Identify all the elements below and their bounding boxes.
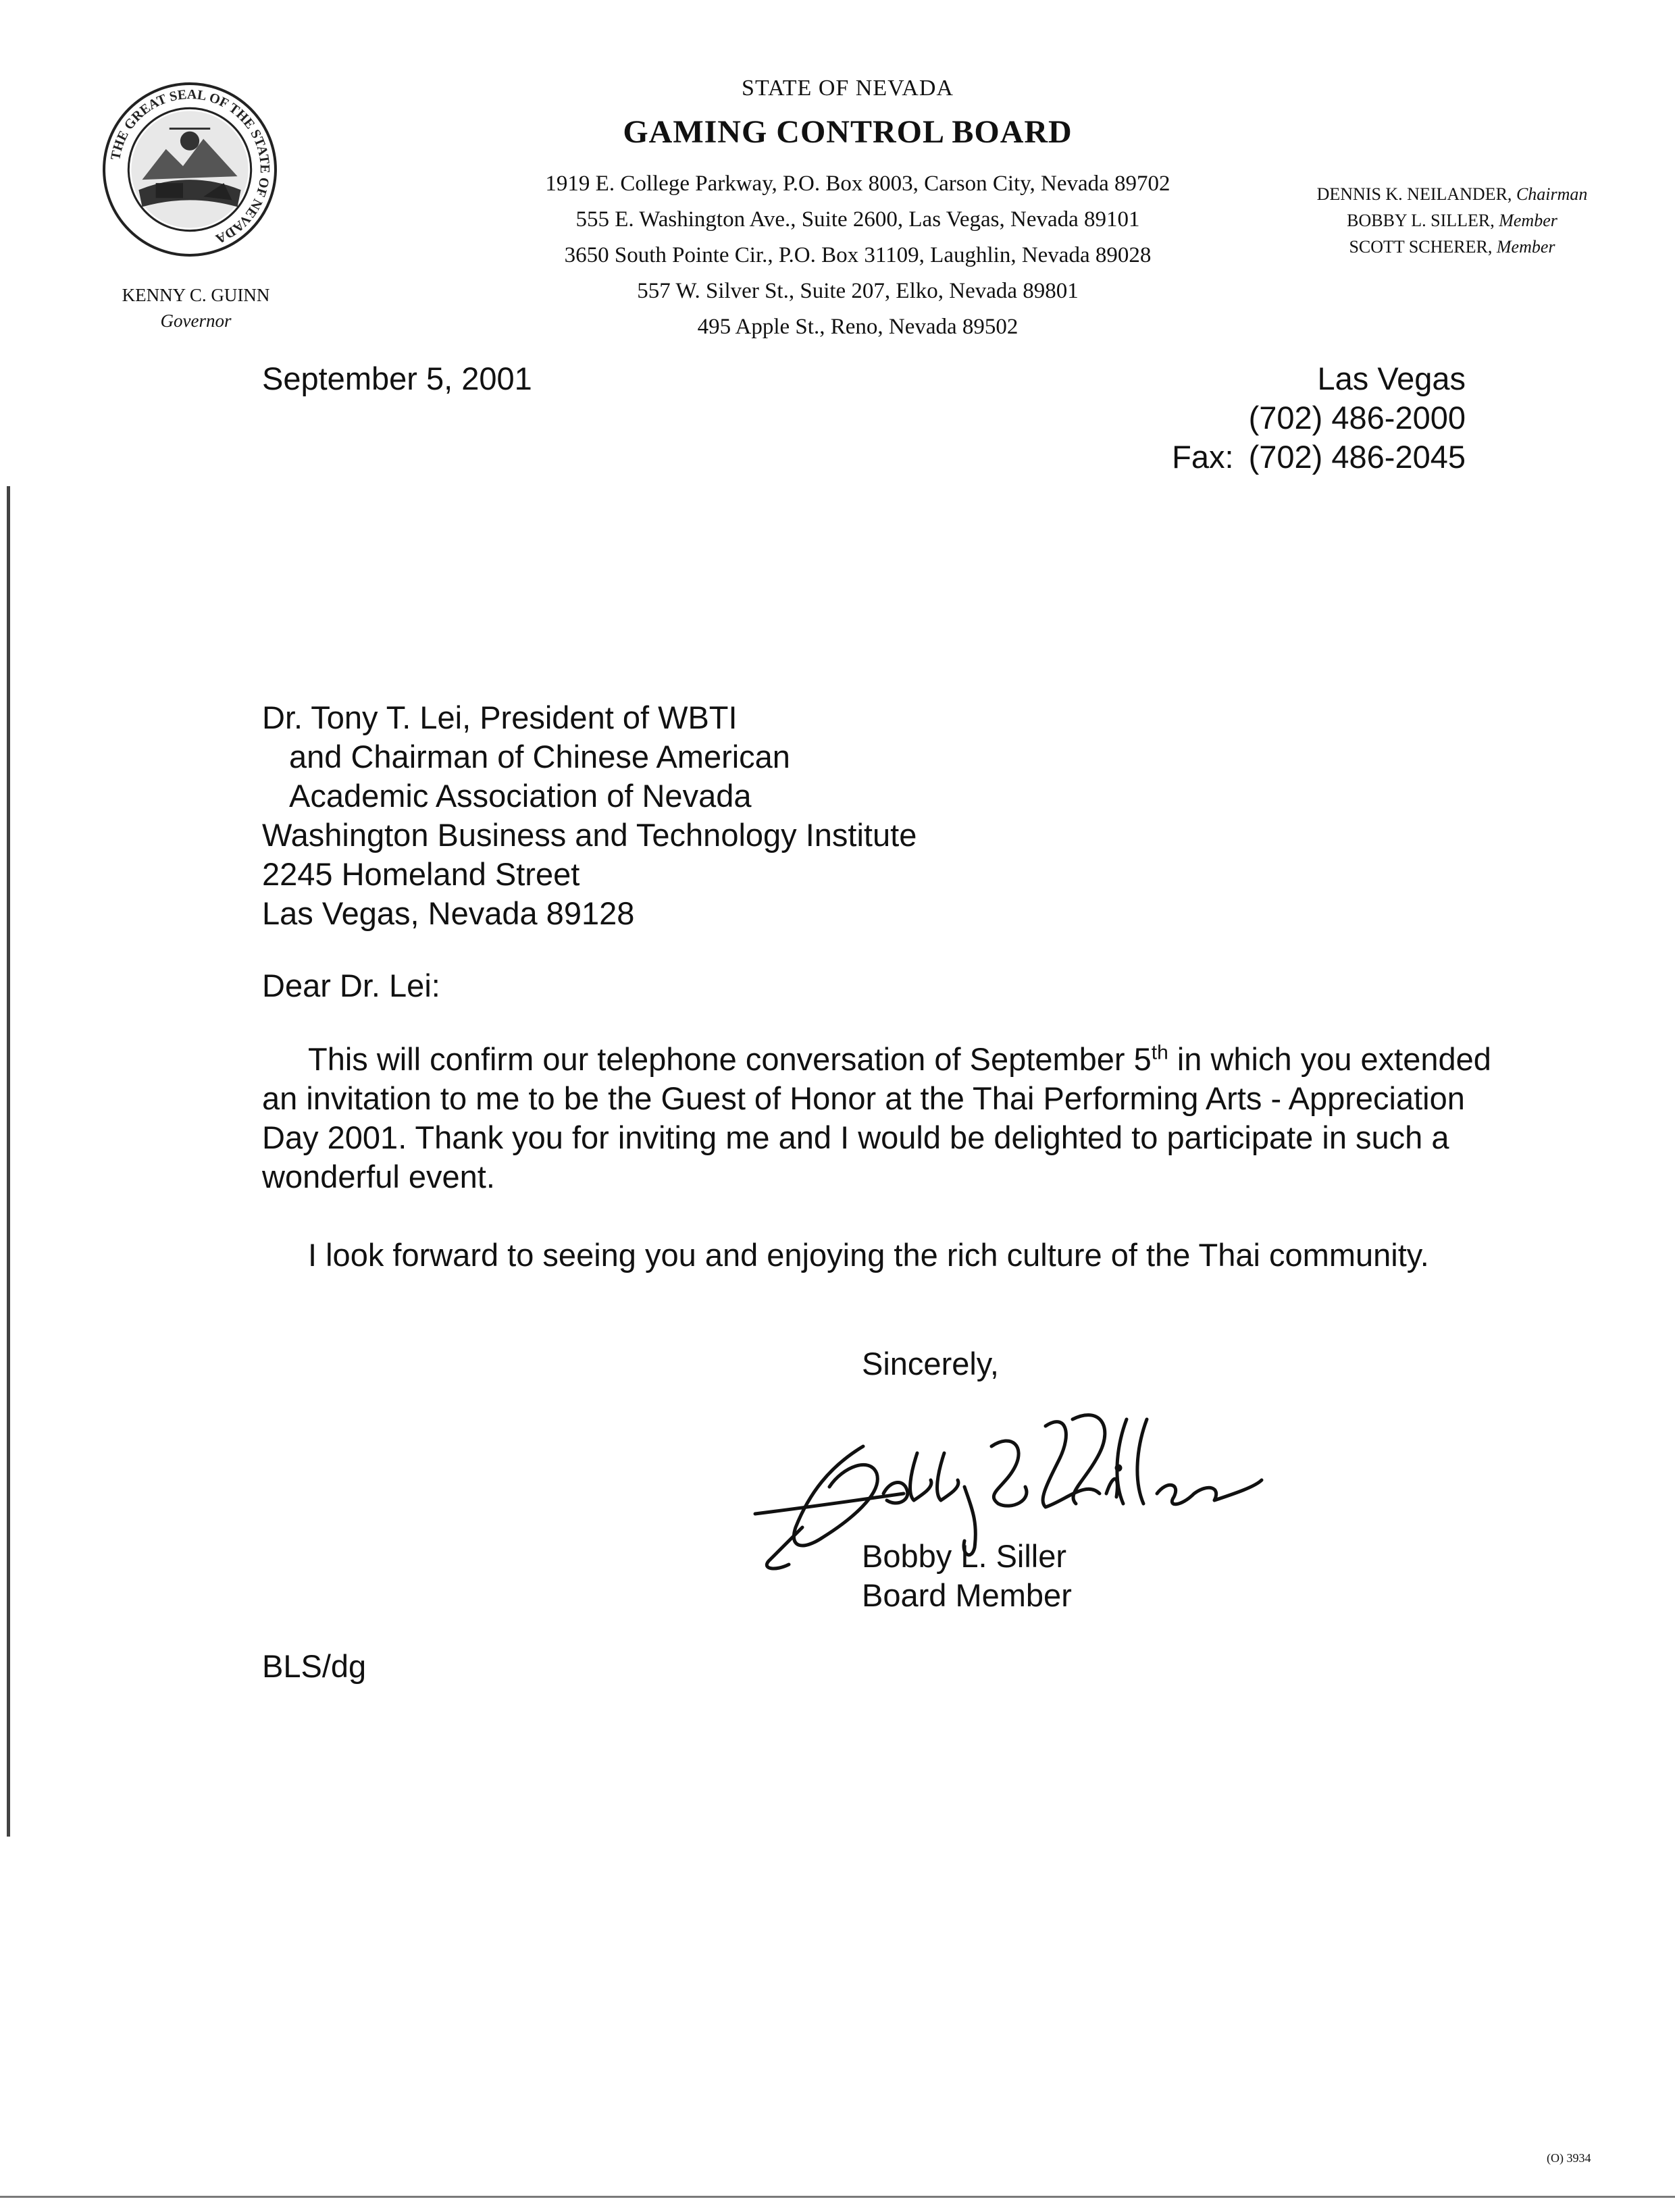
recipient-line: Las Vegas, Nevada 89128 — [262, 895, 635, 931]
member-name: BOBBY L. SILLER, — [1347, 211, 1495, 230]
recipient-line: 2245 Homeland Street — [262, 856, 580, 892]
body-paragraph-1 — [262, 1040, 1505, 1196]
letter-body — [262, 1040, 1505, 1314]
letter-date: September 5, 2001 — [262, 361, 532, 396]
board-name: GAMING CONTROL BOARD — [623, 114, 1073, 150]
governor-title: Governor — [160, 311, 232, 331]
scan-bottom-line — [0, 2196, 1675, 2198]
address-carson-city: 1919 E. College Parkway, P.O. Box 8003, Carson City, Nevada 89702 — [545, 172, 1170, 196]
reference-initials: BLS/dg — [262, 1648, 367, 1684]
governor-name: KENNY C. GUINN — [122, 285, 270, 305]
body-text: This will confirm our telephone conversation of September 5 — [308, 1041, 1152, 1077]
recipient-line: Washington Business and Technology Institute — [262, 817, 917, 853]
body-paragraph-2: I look forward to seeing you and enjoying the rich culture of the Thai community. — [308, 1237, 1429, 1273]
board-member — [1277, 181, 1628, 207]
state-name: STATE OF NEVADA — [742, 76, 954, 101]
governor-block — [95, 282, 297, 334]
signer-name: Bobby L. Siller — [862, 1538, 1067, 1574]
signer-title: Board Member — [862, 1577, 1072, 1613]
recipient-address — [262, 698, 917, 933]
fax-number: (702) 486-2045 — [1248, 439, 1466, 475]
scan-edge-line — [7, 486, 10, 1837]
seal-ring-text: THE GREAT SEAL OF THE STATE OF NEVADA — [108, 87, 272, 246]
board-member — [1277, 207, 1628, 234]
fax-label: Fax: — [1172, 439, 1234, 475]
form-code: (O) 3934 — [1547, 2151, 1591, 2165]
contact-block — [1081, 359, 1466, 477]
board-member — [1277, 234, 1628, 260]
body-text: in which you extended an invitation to me to be the Guest of Honor at the Thai Performing Arts - Appreciation Day 2001. Thank you for inviting me and I would be delighted to participate in such a wonderful event. — [262, 1041, 1491, 1194]
recipient-line: and Chairman of Chinese American — [289, 739, 790, 774]
contact-city: Las Vegas — [1317, 361, 1466, 396]
contact-fax-line — [1081, 438, 1466, 477]
member-role: Member — [1499, 211, 1557, 230]
closing: Sincerely, — [862, 1346, 999, 1381]
address-elko: 557 W. Silver St., Suite 207, Elko, Nevada 89801 — [637, 279, 1079, 303]
office-addresses — [473, 166, 1243, 345]
signer-block — [862, 1537, 1072, 1615]
ordinal-suffix: th — [1151, 1041, 1168, 1064]
nevada-state-seal — [101, 81, 278, 258]
salutation: Dear Dr. Lei: — [262, 968, 440, 1003]
member-name: SCOTT SCHERER, — [1349, 237, 1493, 257]
member-role: Member — [1496, 237, 1555, 257]
recipient-line: Academic Association of Nevada — [289, 778, 752, 814]
address-las-vegas: 555 E. Washington Ave., Suite 2600, Las Vegas, Nevada 89101 — [575, 207, 1140, 232]
member-role: Chairman — [1516, 184, 1588, 204]
address-reno: 495 Apple St., Reno, Nevada 89502 — [697, 315, 1019, 339]
recipient-line: Dr. Tony T. Lei, President of WBTI — [262, 700, 738, 735]
address-laughlin: 3650 South Pointe Cir., P.O. Box 31109, Laughlin, Nevada 89028 — [564, 243, 1152, 267]
contact-phone: (702) 486-2000 — [1248, 400, 1466, 436]
member-name: DENNIS K. NEILANDER, — [1316, 184, 1512, 204]
board-members — [1277, 181, 1628, 260]
